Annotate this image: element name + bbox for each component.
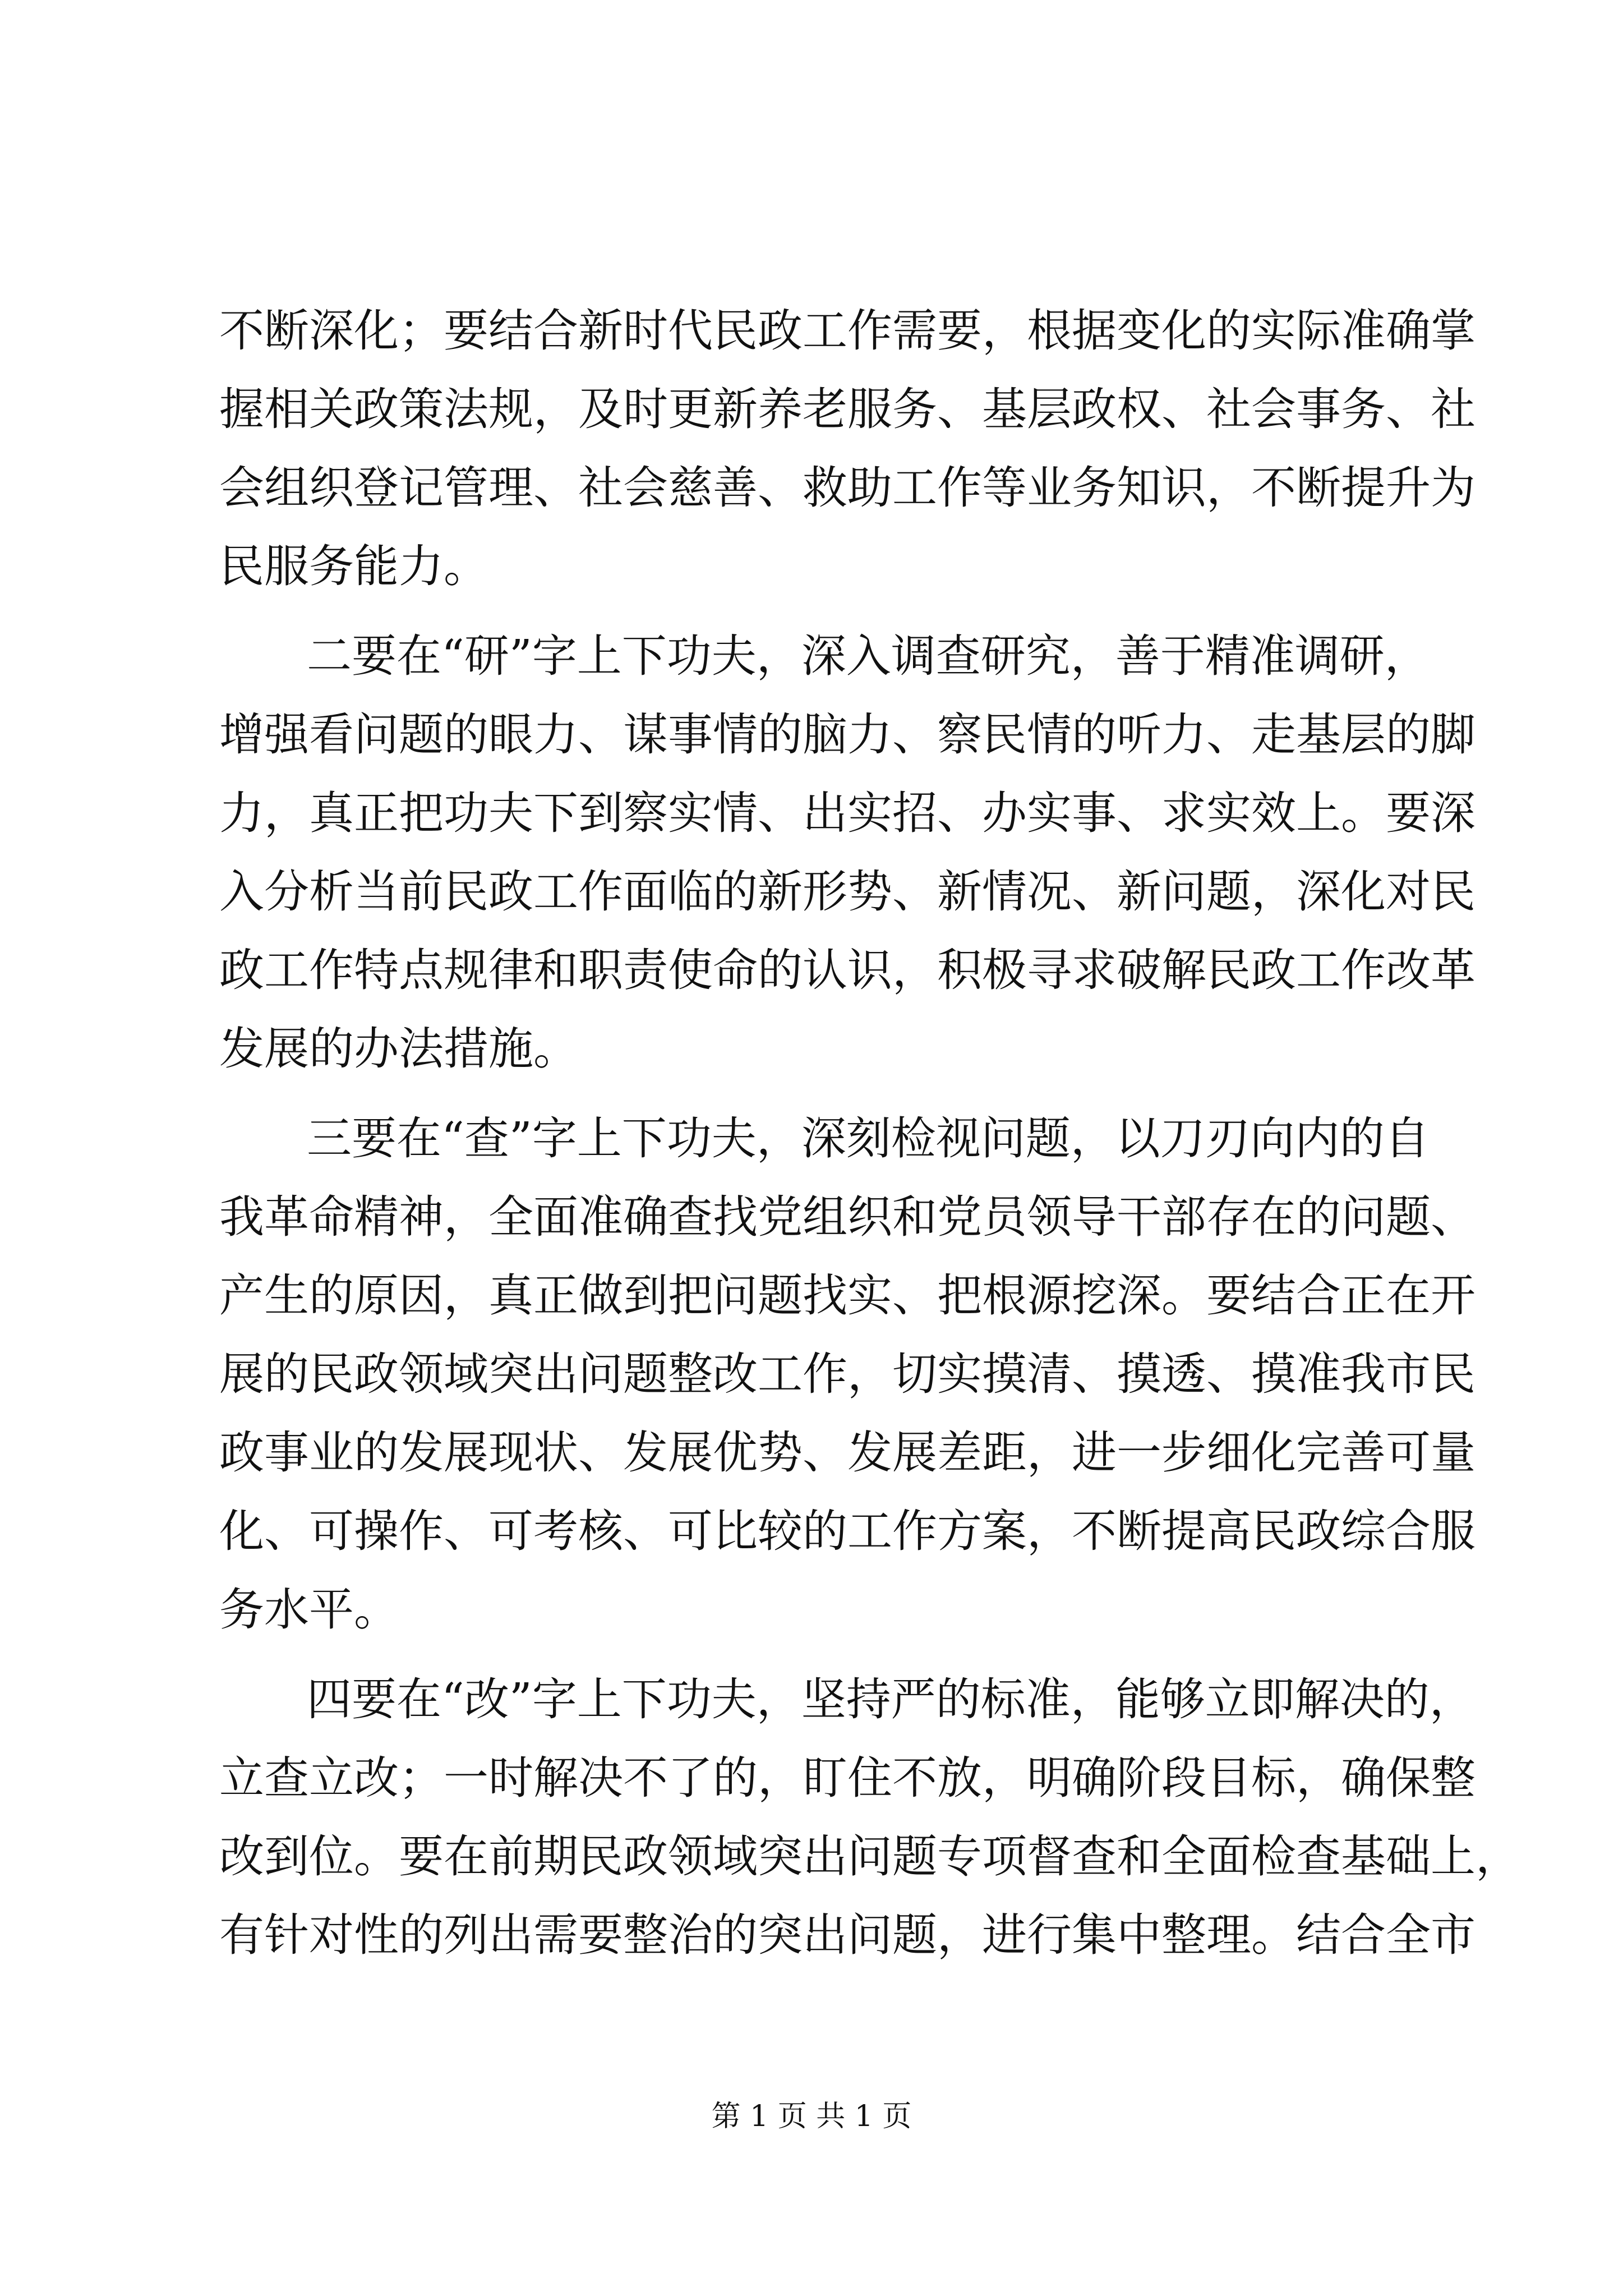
body-line: 有针对性的列出需要整治的突出问题，进行集中整理。结合全市: [219, 1909, 1476, 1961]
body-line: 不断深化；要结合新时代民政工作需要，根据变化的实际准确掌: [219, 305, 1476, 357]
body-line: 发展的办法措施。: [219, 1023, 578, 1075]
body-line: 入分析当前民政工作面临的新形势、新情况、新问题，深化对民: [219, 866, 1476, 918]
body-line: 展的民政领域突出问题整改工作，切实摸清、摸透、摸准我市民: [219, 1348, 1476, 1400]
body-line: 政事业的发展现状、发展优势、发展差距，进一步细化完善可量: [219, 1427, 1476, 1479]
body-line: 政工作特点规律和职责使命的认识，积极寻求破解民政工作改革: [219, 944, 1476, 996]
body-line: 增强看问题的眼力、谋事情的脑力、察民情的听力、走基层的脚: [219, 708, 1476, 761]
paragraph-first-line: 四要在“改”字上下功夫，坚持严的标准，能够立即解决的，: [307, 1673, 1474, 1726]
body-line: 务水平。: [219, 1584, 399, 1636]
body-line: 化、可操作、可考核、可比较的工作方案，不断提高民政综合服: [219, 1505, 1476, 1557]
page-footer: 第 1 页 共 1 页: [711, 2100, 912, 2133]
body-line: 握相关政策法规，及时更新养老服务、基层政权、社会事务、社: [219, 383, 1476, 435]
body-line: 力，真正把功夫下到察实情、出实招、办实事、求实效上。要深: [219, 787, 1476, 839]
body-line: 立查立改；一时解决不了的，盯住不放，明确阶段目标，确保整: [219, 1752, 1476, 1804]
body-line: 改到位。要在前期民政领域突出问题专项督查和全面检查基础上，: [219, 1830, 1520, 1883]
body-line: 我革命精神，全面准确查找党组织和党员领导干部存在的问题、: [219, 1191, 1476, 1243]
body-line: 会组织登记管理、社会慈善、救助工作等业务知识，不断提升为: [219, 462, 1476, 514]
paragraph-first-line: 二要在“研”字上下功夫，深入调查研究，善于精准调研，: [307, 630, 1430, 682]
paragraph-first-line: 三要在“查”字上下功夫，深刻检视问题，以刀刃向内的自: [307, 1112, 1430, 1165]
body-line: 民服务能力。: [219, 540, 488, 592]
body-line: 产生的原因，真正做到把问题找实、把根源挖深。要结合正在开: [219, 1269, 1476, 1322]
